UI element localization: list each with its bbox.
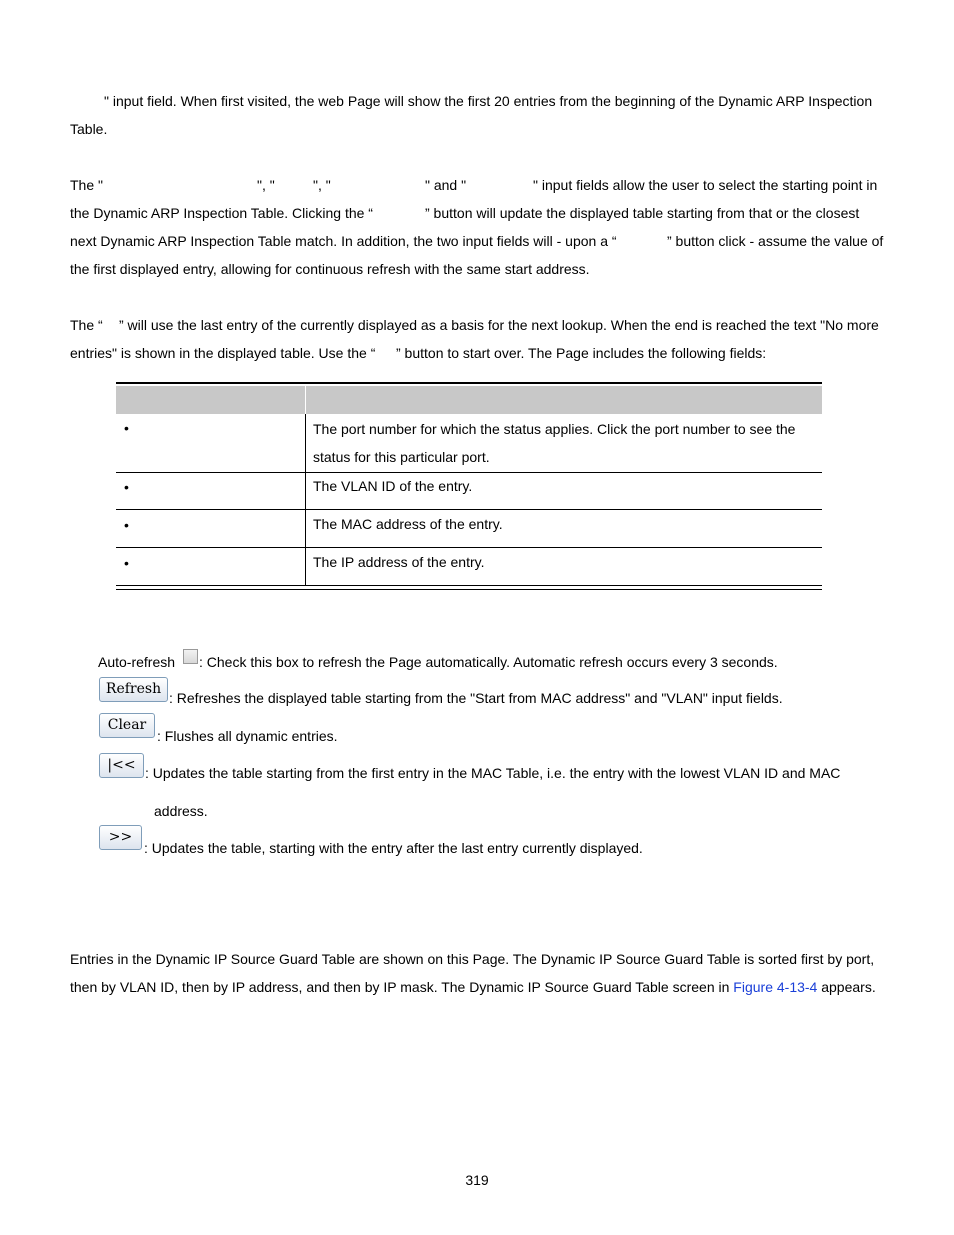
row-bullet: • xyxy=(124,479,129,495)
para3-text: entries" is shown in the displayed table. Use the “ xyxy=(70,345,376,361)
para2-text: ", " xyxy=(313,177,331,193)
row-description: The MAC address of the entry. xyxy=(313,516,503,532)
row-description: The port number for which the status applies. Click the port number to see the xyxy=(313,421,796,437)
table-top-rule xyxy=(116,382,822,384)
page-number: 319 xyxy=(465,1172,489,1188)
section-text-1: Entries in the Dynamic IP Source Guard Table are shown on this Page. The Dynamic IP Source Guard Table is sorted first by port, xyxy=(70,951,875,967)
para2-text: " and " xyxy=(425,177,467,193)
row-bullet: • xyxy=(124,420,129,436)
first-page-button[interactable]: |<< xyxy=(99,753,144,778)
section-text-2a: then by VLAN ID, then by IP address, and then by IP mask. The Dynamic IP Source Guard Table screen in xyxy=(70,979,734,995)
para2-text: ” button click - assume the value of xyxy=(667,233,884,249)
row-bullet: • xyxy=(124,555,129,571)
table-bottom-rule xyxy=(116,585,822,590)
row-description: The VLAN ID of the entry. xyxy=(313,478,473,494)
refresh-button[interactable]: Refresh xyxy=(99,677,168,702)
para2-text: the Dynamic ARP Inspection Table. Clicking the “ xyxy=(70,205,373,221)
para2-text: the first displayed entry, allowing for continuous refresh with the same start address. xyxy=(70,261,590,277)
next-page-description: : Updates the table, starting with the entry after the last entry currently displayed. xyxy=(144,840,643,856)
para3-text: ” button to start over. The Page includes the following fields: xyxy=(396,345,767,361)
row-description-cont: status for this particular port. xyxy=(313,449,490,465)
row-description: The IP address of the entry. xyxy=(313,554,485,570)
first-page-description-cont: address. xyxy=(154,803,208,819)
first-page-description: : Updates the table starting from the first entry in the MAC Table, i.e. the entry with the lowest VLAN ID and MAC xyxy=(145,765,841,781)
auto-refresh-label: Auto-refresh xyxy=(98,654,176,670)
intro-line-2: Table. xyxy=(70,121,108,137)
section-text-2b: appears. xyxy=(817,979,876,995)
clear-button[interactable]: Clear xyxy=(99,713,155,738)
next-page-button[interactable]: >> xyxy=(99,825,142,850)
para2-text: " input fields allow the user to select the starting point in xyxy=(533,177,878,193)
table-header-divider xyxy=(305,386,306,414)
table-header xyxy=(116,386,822,414)
para2-text: ", " xyxy=(257,177,275,193)
para3-text: The “ xyxy=(70,317,103,333)
auto-refresh-description: : Check this box to refresh the Page automatically. Automatic refresh occurs every 3 seconds. xyxy=(199,654,778,670)
para2-text: The " xyxy=(70,177,103,193)
row-bullet: • xyxy=(124,517,129,533)
para3-text: ” will use the last entry of the currently displayed as a basis for the next lookup. When the end is reached the text "No more xyxy=(119,317,879,333)
figure-link[interactable]: Figure 4-13-4 xyxy=(733,979,818,995)
section-text-2 xyxy=(70,979,876,995)
para2-text: ” button will update the displayed table starting from that or the closest xyxy=(425,205,860,221)
auto-refresh-checkbox[interactable] xyxy=(183,649,198,664)
table-column-divider xyxy=(305,414,306,585)
intro-line-1: " input field. When first visited, the web Page will show the first 20 entries from the beginning of the Dynamic ARP Inspection xyxy=(104,93,873,109)
refresh-description: : Refreshes the displayed table starting from the "Start from MAC address" and "VLAN" input fields. xyxy=(169,690,783,706)
clear-description: : Flushes all dynamic entries. xyxy=(157,728,338,744)
para2-text: next Dynamic ARP Inspection Table match. In addition, the two input fields will - upon a “ xyxy=(70,233,617,249)
